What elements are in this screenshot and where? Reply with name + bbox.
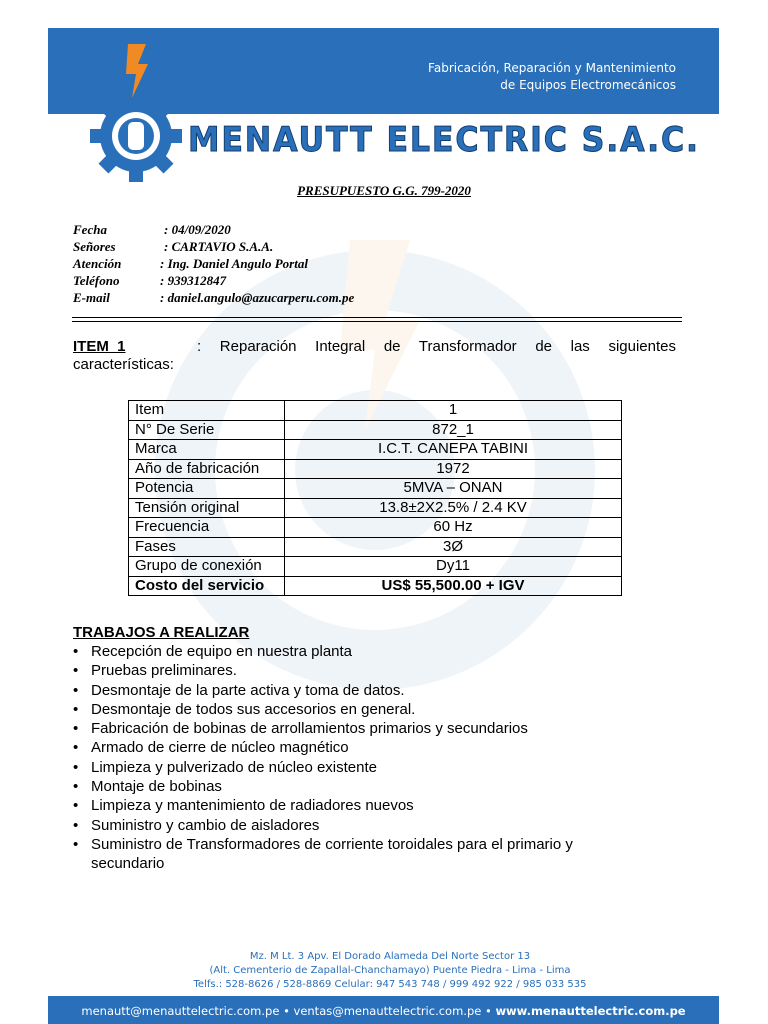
list-item: • Fabricación de bobinas de arrollamientos primarios y secundarios (73, 719, 643, 738)
spec-value: US$ 55,500.00 + IGV (285, 576, 622, 596)
list-item: • Limpieza y mantenimiento de radiadores nuevos (73, 796, 643, 815)
table-row (129, 557, 622, 577)
list-item: • Pruebas preliminares. (73, 661, 643, 680)
spec-value: 60 Hz (285, 518, 622, 538)
company-tagline (428, 60, 676, 94)
spec-label: Frecuencia (129, 518, 285, 538)
table-row (129, 420, 622, 440)
meta-value: : daniel.angulo@azucarperu.com.pe (160, 290, 355, 305)
tagline-line-1: Fabricación, Reparación y Mantenimiento (428, 61, 676, 75)
spec-label: Año de fabricación (129, 459, 285, 479)
meta-label: Atención (73, 256, 122, 271)
specs-table (128, 400, 622, 596)
spec-label: Item (129, 401, 285, 421)
address-line-2: (Alt. Cementerio de Zapallal-Chanchamayo) Puente Piedra - Lima - Lima (209, 965, 571, 976)
list-item: • Suministro y cambio de aisladores (73, 816, 643, 835)
spec-value: 13.8±2X2.5% / 2.4 KV (285, 498, 622, 518)
spec-label: Costo del servicio (129, 576, 285, 596)
address-line-3: Telfs.: 528-8626 / 528-8869 Celular: 947 543 748 / 999 492 922 / 985 033 535 (193, 979, 587, 990)
spec-value: Dy11 (285, 557, 622, 577)
tagline-line-2: de Equipos Electromecánicos (500, 78, 676, 92)
table-row (129, 459, 622, 479)
email-link-1[interactable]: menautt@menauttelectric.com.pe (81, 1004, 280, 1018)
table-row (129, 440, 622, 460)
spec-value: I.C.T. CANEPA TABINI (285, 440, 622, 460)
spec-label: Fases (129, 537, 285, 557)
table-row (129, 537, 622, 557)
meta-value: : 04/09/2020 (164, 222, 231, 237)
address-line-1: Mz. M Lt. 3 Apv. El Dorado Alameda Del Norte Sector 13 (249, 951, 531, 962)
gear-bolt-logo-icon (88, 40, 184, 190)
meta-label: E-mail (73, 290, 110, 305)
table-row-cost (129, 576, 622, 596)
divider (72, 317, 682, 318)
spec-label: Grupo de conexión (129, 557, 285, 577)
spec-value: 3Ø (285, 537, 622, 557)
list-item: • Limpieza y pulverizado de núcleo existente (73, 758, 643, 777)
company-address (150, 950, 630, 992)
footer-contacts (48, 1004, 719, 1018)
spec-label: Potencia (129, 479, 285, 499)
list-item: • Desmontaje de la parte activa y toma de datos. (73, 681, 643, 700)
table-row (129, 401, 622, 421)
spec-value: 872_1 (285, 420, 622, 440)
list-item: • Recepción de equipo en nuestra planta (73, 642, 643, 661)
separator: • (484, 1004, 492, 1018)
item-label: ITEM 1 (73, 338, 126, 355)
spec-value: 5MVA – ONAN (285, 479, 622, 499)
works-list (73, 642, 643, 874)
list-item: • Desmontaje de todos sus accesorios en general. (73, 700, 643, 719)
table-row (129, 518, 622, 538)
document-title: PRESUPUESTO G.G. 799-2020 (297, 183, 471, 198)
website-link[interactable]: www.menauttelectric.com.pe (495, 1004, 686, 1018)
email-link-2[interactable]: ventas@menauttelectric.com.pe (293, 1004, 482, 1018)
meta-value: : CARTAVIO S.A.A. (164, 239, 274, 254)
spec-label: Tensión original (129, 498, 285, 518)
works-title: TRABAJOS A REALIZAR (73, 624, 250, 641)
list-item: • Suministro de Transformadores de corriente toroidales para el primario y secundario (73, 835, 643, 874)
spec-value: 1972 (285, 459, 622, 479)
spec-label: Marca (129, 440, 285, 460)
spec-value: 1 (285, 401, 622, 421)
meta-label: Señores (73, 239, 116, 254)
meta-label: Teléfono (73, 273, 120, 288)
list-item: • Montaje de bobinas (73, 777, 643, 796)
meta-value: : Ing. Daniel Angulo Portal (160, 256, 308, 271)
item-description-text: : Reparación Integral de Transformador de las siguientes características: (73, 338, 676, 373)
item-description (73, 338, 676, 374)
list-item: • Armado de cierre de núcleo magnético (73, 738, 643, 757)
table-row (129, 498, 622, 518)
company-name: MENAUTT ELECTRIC S.A.C. (188, 120, 700, 160)
meta-value: : 939312847 (160, 273, 227, 288)
separator: • (283, 1004, 290, 1018)
divider (72, 321, 682, 322)
table-row (129, 479, 622, 499)
spec-label: N° De Serie (129, 420, 285, 440)
meta-label: Fecha (73, 222, 107, 237)
